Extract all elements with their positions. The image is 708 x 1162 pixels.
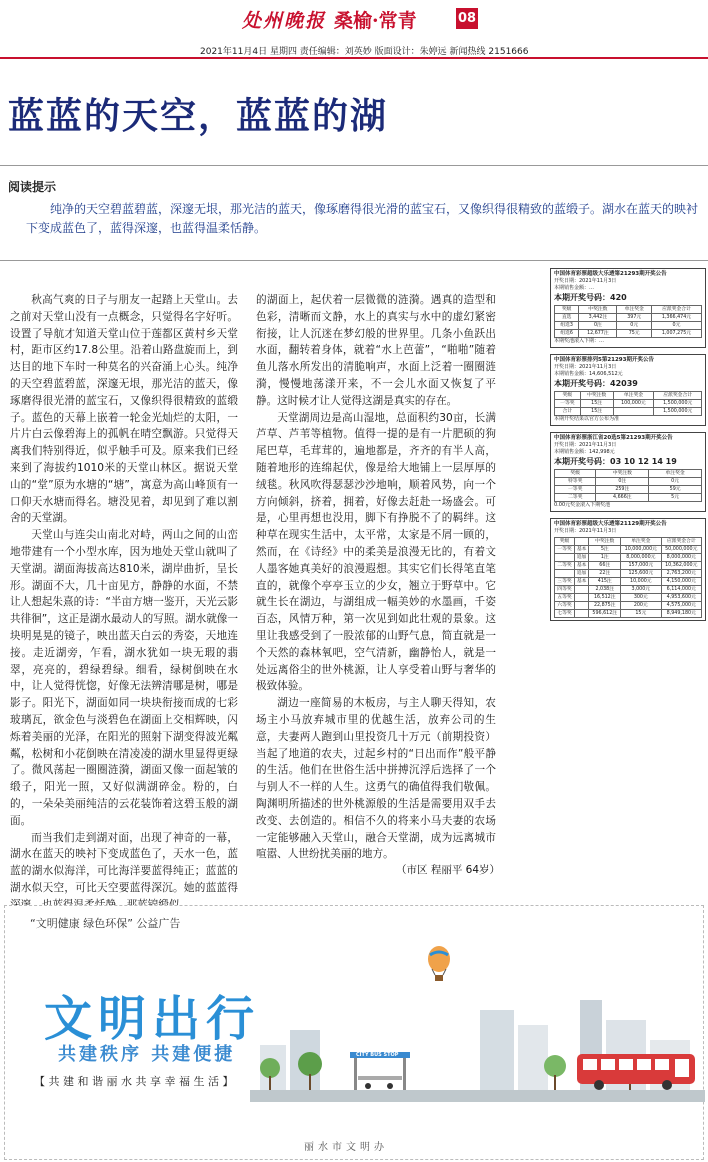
table-cell: 基本 [574,546,588,554]
table-cell [613,408,654,416]
paper-name: 处州晚报 [242,10,327,32]
lottery-numbers: 本期开奖号码：03 10 12 14 19 [554,457,677,466]
table-row [555,494,702,502]
article-title: 蓝蓝的天空，蓝蓝的湖 [8,95,389,137]
table-header-cell: 奖级 [555,538,575,546]
table-cell: 1,007,275元 [651,330,701,338]
table-cell: 157,000元 [621,562,661,570]
table-row [555,330,702,338]
table-row [555,408,702,416]
table-cell: 4,150,000元 [661,578,701,586]
table-cell: 0注 [579,322,617,330]
table-cell: 8,000,000元 [661,554,701,562]
lottery-numbers: 本期开奖号码：42039 [554,379,638,388]
lottery-notice [550,268,706,348]
table-cell: 397元 [617,314,651,322]
table-header-cell: 中奖注数 [580,392,613,400]
lottery-notice [550,432,706,512]
table-cell: 1,500,000元 [654,408,702,416]
lottery-date: 开奖日期：2021年11月3日 [554,364,617,370]
table-cell: 75元 [617,330,651,338]
ad-headline: 文明出行 [44,991,261,1047]
lottery-title: 中国体育彩票超级大乐透第21129期开奖公告 [554,521,667,527]
table-cell: 16,512注 [589,594,621,602]
table-cell: 1注 [589,554,621,562]
header-divider [0,57,708,59]
paragraph: 的湖面上，起伏着一层微微的涟漪。遇真的造型和色彩，清晰而文静，水上的真实与水中的虚幻紧密衔接，让人沉迷在梦幻般的世界里。几条小鱼跃出水面，翻转着身体，就着“水上芭蕾”，“啪啪”随着鱼儿落水所发出的清脆响声，水面上泛着一圈圈涟漪，慢慢地荡漾开来，不一会儿水面又恢复了平静。这时候才让人觉得这湖是真实的存在。 [256,294,496,407]
table-cell: 59元 [649,486,702,494]
lottery-notice [550,518,706,621]
table-cell: 22,875注 [589,602,621,610]
hot-air-balloon-icon [424,945,454,985]
paragraph: 秋高气爽的日子与朋友一起踏上天堂山。去之前对天堂山没有一点概念，只觉得名字好听。设置了导航才知道天堂山位于莲都区黄村乡天堂村，距市区约17.8公里。沿着山路盘旋而上，到达目的地下车时一种莫名的兴奋涌上心头。纯净的天空碧蓝碧蓝，深邃无垠，那光洁的蓝天，像琢磨得很光滑的蓝宝石，又像织得很精致的蓝缎子。蓝色的天幕上嵌着一轮金光灿烂的太阳，一片片白云像碧海上的孤帆在晴空飘游。只觉得天离我们特别得近，似乎触手可及。原来我们已经来到了海拔约1010米的天堂山林区。据说天堂山的“堂”原为水塘的“塘”，寓意为高山峰顶有一口仰天水塘而得名。塘没见着，却见到了难以割舍的天堂湖。 [10,294,238,525]
table-row [555,554,702,562]
table-row [555,570,702,578]
lottery-sales: 本期销售金额：142,998元 [554,449,615,455]
table-cell: 4,575,000元 [661,602,701,610]
table-cell: 一等奖 [555,486,596,494]
paragraph: 天堂湖周边是高山湿地，总面积约30亩，长满芦草、芦苇等植物。值得一提的是有一片肥硕的狗尾巴草，毛茸茸的，遍地都是，齐齐的有半人高，随着地形的连绵起伏，像是给大地铺上一层厚厚的绒毯。秋风吹得瑟瑟沙沙地响，顺着风势，向一个方向倾斜，挤着，拥着，好像去赶赴一场盛会。可是，心里再想也没用，脚下有挣脱不了的羁绊。这种草在现实生活中，太平常，太家是不屑一顾的，然而，在《诗经》中的柔美是浪漫无比的，有着文人墨客她真美好的浪漫遐想。其实它们长得笔直笔直的，就像个亭亭玉立的少女，翘立于野草中。它就生长在湖边，与湖组成一幅美妙的水墨画，千姿百态，风情万种，第一次见到如此壮观的景象。这里让我感受到了一股浓郁的山野气息，简直就是一个天然的森林氧吧，空气清新，幽静怡人，就是一处远离俗尘的世外桃源，让人享受着山野与奢华的极致体验。 [256,411,496,693]
table-cell: 3,000元 [621,586,661,594]
table-cell: 5元 [649,494,702,502]
table-cell: 5注 [589,546,621,554]
article-column-2 [256,292,496,863]
table-row [555,562,702,570]
table-header-cell: 应派奖金合计 [651,306,701,314]
lottery-title: 中国体育彩票超级大乐透第21293期开奖公告 [554,271,667,277]
table-header-cell: 单注奖金 [649,470,702,478]
table-cell: 基本 [574,578,588,586]
lottery-table [554,305,702,338]
ad-sponsor: 丽水市文明办 [304,1142,388,1153]
ad-tagline: 【 共 建 和 谐 丽 水 共 享 幸 福 生 活 】 [34,1075,234,1088]
table-cell: 特等奖 [555,478,596,486]
table-cell [555,570,575,578]
table-header-cell: 奖级 [555,392,581,400]
table-cell: 15注 [580,408,613,416]
section-name: 桑榆·常青 [334,10,417,32]
table-cell: 追加 [574,570,588,578]
byline: （市区 程丽平 64岁） [396,864,501,876]
table-row [555,486,702,494]
lead-heading: 阅读提示 [8,180,57,194]
table-cell: 四等奖 [555,586,575,594]
lead-divider [0,260,708,261]
page-number: 08 [456,8,478,29]
table-cell: 415注 [589,578,621,586]
paragraph: 湖边一座简易的木板房，与主人聊天得知，农场主小马放弃城市里的优越生活，放弃公司的生意，夫妻两人跑到山里投资几十万元（前期投资）当起了地道的农夫，过起乡村的“日出而作”般平静的生活。他们在世俗生活中拼搏沉浮后选择了一个与别人不一样的人生。这勇气的确值得我们敬佩。陶渊明所描述的世外桃源般的生活是需要用双手去改变、去创造的。相信不久的将来小马夫妻的农场一定能够融入天堂山，融合天堂湖，成为远离城市喧嚣、人世纷扰美丽的地方。 [256,697,496,861]
table-cell [555,554,575,562]
table-header-cell: 单注奖金 [613,392,654,400]
lottery-note: 本期开奖结果以官方公布为准 [554,416,620,422]
table-cell: 二等奖 [555,494,596,502]
table-cell [574,586,588,594]
table-row [555,578,702,586]
table-row [555,400,702,408]
ad-subheadline: 共建秩序 共建便捷 [58,1044,236,1065]
table-cell: 五等奖 [555,594,575,602]
table-cell: 10,000元 [621,578,661,586]
lottery-note: 0.00元奖金滚入下期奖池 [554,502,611,508]
table-header-cell: 单注奖金 [617,306,651,314]
table-header-cell: 应派奖金合计 [661,538,701,546]
table-cell: 10,362,000元 [661,562,701,570]
table-cell: 一等奖 [555,546,575,554]
table-cell: 合计 [555,408,581,416]
table-cell: 0元 [651,322,701,330]
table-cell: 15注 [580,400,613,408]
lottery-date: 开奖日期：2021年11月3日 [554,442,617,448]
table-cell: 组选6 [555,330,579,338]
table-cell: 组选3 [555,322,579,330]
table-row [555,546,702,554]
paragraph: 而当我们走到湖对面，出现了神奇的一幕，湖水在蓝天的映衬下变成蓝色了，天水一色，蓝蓝的湖水似海洋，可比海洋要蓝得纯正；蓝蓝的湖水似天空，可比天空要蓝得深沉。她的蓝蓝得 [10,831,238,894]
table-cell: 六等奖 [555,602,575,610]
table-row [555,610,702,618]
table-cell: 10,000,000元 [621,546,661,554]
table-cell: 二等奖 [555,562,575,570]
lottery-table [554,391,702,416]
paragraph: 天堂山与连尖山南北对峙，两山之间的山峦地带建有一个小型水库，因为地处天堂山就叫了天堂湖。湖面海拔高达810米，湖岸曲折，呈长形。湖面不大，几十亩见方，静静的水面，不禁让人想起朱熹的诗：“半亩方塘一鉴开，天光云影共徘徊”，这正是湖水最动人的写照。湖水就像一块明晃晃的镜子，映出蓝天白云的秀姿，天地连接。走近湖旁，乍看，湖水犹如一块无瑕的翡翠，亮亮的，碧绿碧绿。细看，绿树倒映在水中，让人觉得恍惚，好像无法辨清哪是树，哪是影子。阳光下，湖面如同一块块衔接而成的七彩玻璃瓦，欲金色与淡碧色在湖面上交相辉映，闪烁着美丽的光泽，在阳光的照射下湖变得波光粼粼，松树和小花倒映在清凌凌的湖水里显得更绿了。微风荡起一圈圈涟漪，湖面又像一面起皱的缎子，阳光一照，又好似满湖碎金。粉的，白的，一朵朵美丽纯洁的云花装饰着这碧玉般的湖面。 [10,529,238,827]
dateline: 2021年11月4日 星期四 责任编辑：刘英妙 版面设计：朱婷远 新闻热线 2151666 [200,47,529,57]
table-row [555,594,702,602]
table-cell: 15元 [621,610,661,618]
article-column-1 [10,292,238,913]
table-cell [574,594,588,602]
masthead [242,6,682,32]
table-cell: 基本 [574,562,588,570]
lottery-table [554,469,702,502]
table-cell: 4,953,600元 [661,594,701,602]
table-cell: 3,442注 [579,314,617,322]
table-header-cell: 奖级 [555,470,596,478]
road [250,1090,705,1102]
lottery-table [554,537,702,618]
table-cell: 一等奖 [555,400,581,408]
table-cell: 22注 [589,570,621,578]
lottery-sales: 本期销售金额：14,606,512元 [554,371,623,377]
table-cell: 259注 [596,486,649,494]
table-cell: 2,763,200元 [661,570,701,578]
lottery-numbers: 本期开奖号码：420 [554,293,627,302]
table-cell: 125,600元 [621,570,661,578]
table-cell: 0注 [596,478,649,486]
table-cell: 596,612注 [589,610,621,618]
table-cell: 追加 [574,554,588,562]
table-row [555,314,702,322]
table-cell: 12,677注 [579,330,617,338]
bus-icon [575,1050,700,1092]
table-row [555,322,702,330]
lottery-notice [550,354,706,426]
table-cell: 100,000元 [613,400,654,408]
table-header-cell: 中奖注数 [596,470,649,478]
table-header-cell: 单注奖金 [621,538,661,546]
table-cell: 0元 [649,478,702,486]
table-cell [574,610,588,618]
table-cell: 1,366,474元 [651,314,701,322]
lottery-date: 开奖日期：2021年11月3日 [554,528,617,534]
title-divider [0,165,708,166]
table-header-cell: 中奖注数 [579,306,617,314]
table-header-cell: 应派奖金合计 [654,392,702,400]
lottery-title: 中国体育彩票浙江省20选5第21293期开奖公告 [554,435,673,441]
table-cell: 1,500,000元 [654,400,702,408]
bus-stop-sign: CITY BUS STOP [356,1052,399,1058]
table-row [555,586,702,594]
table-header-cell [574,538,588,546]
table-cell: 8,949,180元 [661,610,701,618]
lottery-column [550,268,706,808]
table-cell: 2,038注 [589,586,621,594]
lottery-date: 开奖日期：2021年11月3日 [554,278,617,284]
table-cell: 0元 [617,322,651,330]
table-cell: 三等奖 [555,578,575,586]
table-header-cell: 中奖注数 [589,538,621,546]
lottery-sales: 本期销售金额：… [554,285,595,291]
table-row [555,478,702,486]
table-cell: 50,000,000元 [661,546,701,554]
ad-slogan: “文明健康 绿色环保” 公益广告 [30,917,181,930]
table-header-cell: 奖级 [555,306,579,314]
table-cell: 直选 [555,314,579,322]
table-cell: 8,000,000元 [621,554,661,562]
table-row [555,602,702,610]
table-cell: 6,114,000元 [661,586,701,594]
lottery-title: 中国体育彩票排列5第21293期开奖公告 [554,357,654,363]
table-cell: 300元 [621,594,661,602]
lottery-note: 本期奖池滚入下期：… [554,338,605,344]
table-cell: 4,666注 [596,494,649,502]
table-cell: 200元 [621,602,661,610]
table-cell: 66注 [589,562,621,570]
table-cell [574,602,588,610]
lead-text: 纯净的天空碧蓝碧蓝，深邃无垠，那光洁的蓝天，像琢磨得很光滑的蓝宝石，又像织得很精致的蓝缎子。湖水在蓝天的映衬下变成蓝色了，蓝得深邃，也蓝得温柔恬静。 [26,202,699,235]
table-cell: 七等奖 [555,610,575,618]
